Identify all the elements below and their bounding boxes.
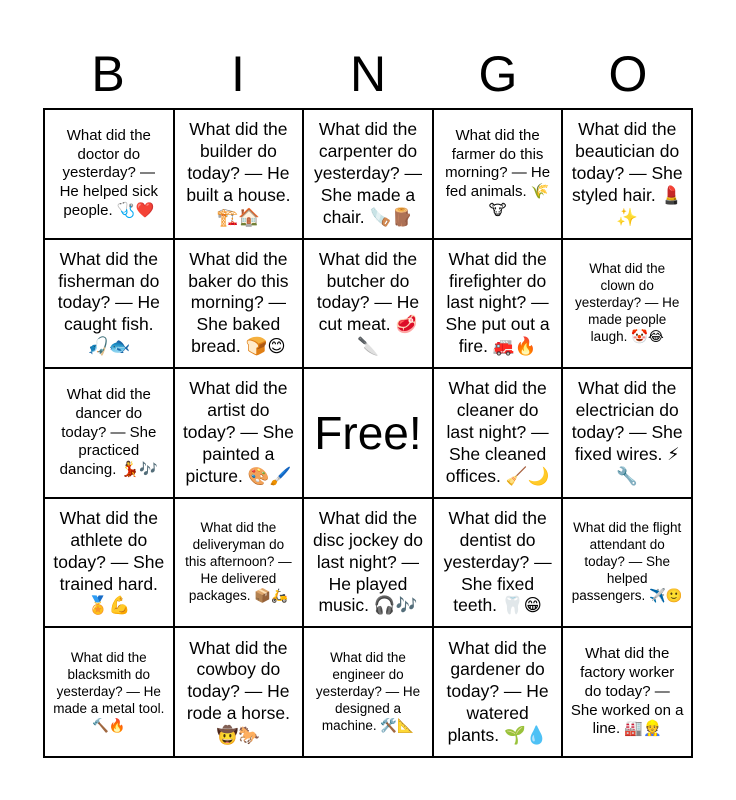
- bingo-cell[interactable]: [303, 498, 433, 628]
- bingo-cell[interactable]: [303, 627, 433, 757]
- free-space-cell[interactable]: [303, 368, 433, 498]
- bingo-cell[interactable]: [303, 109, 433, 239]
- cell-text: What did the dancer do today? — She practiced dancing. 💃🎶: [59, 386, 158, 479]
- bingo-cell[interactable]: [433, 368, 563, 498]
- bingo-cell[interactable]: [433, 627, 563, 757]
- cell-text: What did the gardener do today? — He watered plants. 🌱💧: [446, 637, 549, 745]
- cell-text: What did the clown do yesterday? — He made people laugh. 🤡😂: [575, 261, 680, 344]
- cell-text: What did the cowboy do today? — He rode a horse. 🤠🐎: [186, 637, 290, 745]
- bingo-cell[interactable]: [174, 498, 304, 628]
- header-letter-n: N: [349, 46, 387, 102]
- cell-text: What did the builder do today? — He built a house. 🏗️🏠: [186, 119, 291, 227]
- header-letter-b: B: [91, 46, 125, 102]
- bingo-cell[interactable]: [174, 627, 304, 757]
- cell-text: What did the firefighter do last night? — She put out a fire. 🚒🔥: [445, 248, 550, 357]
- bingo-cell[interactable]: [562, 368, 692, 498]
- cell-text: What did the factory worker do today? — She worked on a line. 🏭👷: [570, 645, 684, 738]
- bingo-cell[interactable]: [562, 239, 692, 369]
- header-letter-o: O: [608, 46, 648, 102]
- free-space-text: Free!: [314, 406, 422, 459]
- bingo-cell[interactable]: [174, 239, 304, 369]
- bingo-cell[interactable]: [562, 109, 692, 239]
- cell-text: What did the blacksmith do yesterday? — He made a metal tool. 🔨🔥: [53, 650, 165, 733]
- cell-text: What did the baker do this morning? — She baked bread. 🍞😊: [188, 248, 289, 357]
- bingo-header: [43, 40, 693, 108]
- bingo-cell[interactable]: [44, 627, 174, 757]
- bingo-cell[interactable]: [174, 368, 304, 498]
- bingo-cell[interactable]: [433, 498, 563, 628]
- bingo-cell[interactable]: [433, 109, 563, 239]
- cell-text: What did the carpenter do yesterday? — She made a chair. 🪚🪵: [314, 119, 422, 227]
- cell-text: What did the butcher do today? — He cut meat. 🥩🔪: [316, 248, 420, 357]
- cell-text: What did the cleaner do last night? — She cleaned offices. 🧹🌙: [445, 378, 550, 486]
- bingo-cell[interactable]: [433, 239, 563, 369]
- cell-text: What did the disc jockey do last night? — He played music. 🎧🎶: [313, 507, 423, 616]
- cell-text: What did the doctor do yesterday? — He helped sick people. 🩺❤️: [59, 126, 158, 219]
- cell-text: What did the flight attendant do today? — She helped passengers. ✈️🙂: [571, 520, 683, 603]
- bingo-grid: [43, 108, 693, 758]
- bingo-cell[interactable]: [44, 498, 174, 628]
- cell-text: What did the athlete do today? — She trained hard. 🏅💪: [53, 507, 165, 616]
- cell-text: What did the engineer do yesterday? — He designed a machine. 🛠️📐: [315, 650, 421, 733]
- cell-text: What did the beautician do today? — She styled hair. 💄✨: [571, 119, 683, 227]
- cell-text: What did the dentist do yesterday? — She fixed teeth. 🦷😁: [443, 507, 552, 616]
- bingo-cell[interactable]: [562, 498, 692, 628]
- cell-text: What did the fisherman do today? — He caught fish. 🎣🐟: [57, 248, 160, 357]
- cell-text: What did the electrician do today? — She fixed wires. ⚡🔧: [571, 378, 683, 486]
- bingo-cell[interactable]: [44, 368, 174, 498]
- header-letter-i: I: [231, 46, 245, 102]
- bingo-cell[interactable]: [562, 627, 692, 757]
- bingo-cell[interactable]: [44, 239, 174, 369]
- cell-text: What did the artist do today? — She painted a picture. 🎨🖌️: [182, 378, 294, 486]
- cell-text: What did the deliveryman do this afternoon? — He delivered packages. 📦🛵: [185, 520, 292, 603]
- bingo-cell[interactable]: [44, 109, 174, 239]
- bingo-cell[interactable]: [174, 109, 304, 239]
- header-letter-g: G: [478, 46, 518, 102]
- bingo-cell[interactable]: [303, 239, 433, 369]
- cell-text: What did the farmer do this morning? — He fed animals. 🌾🐮: [445, 126, 551, 219]
